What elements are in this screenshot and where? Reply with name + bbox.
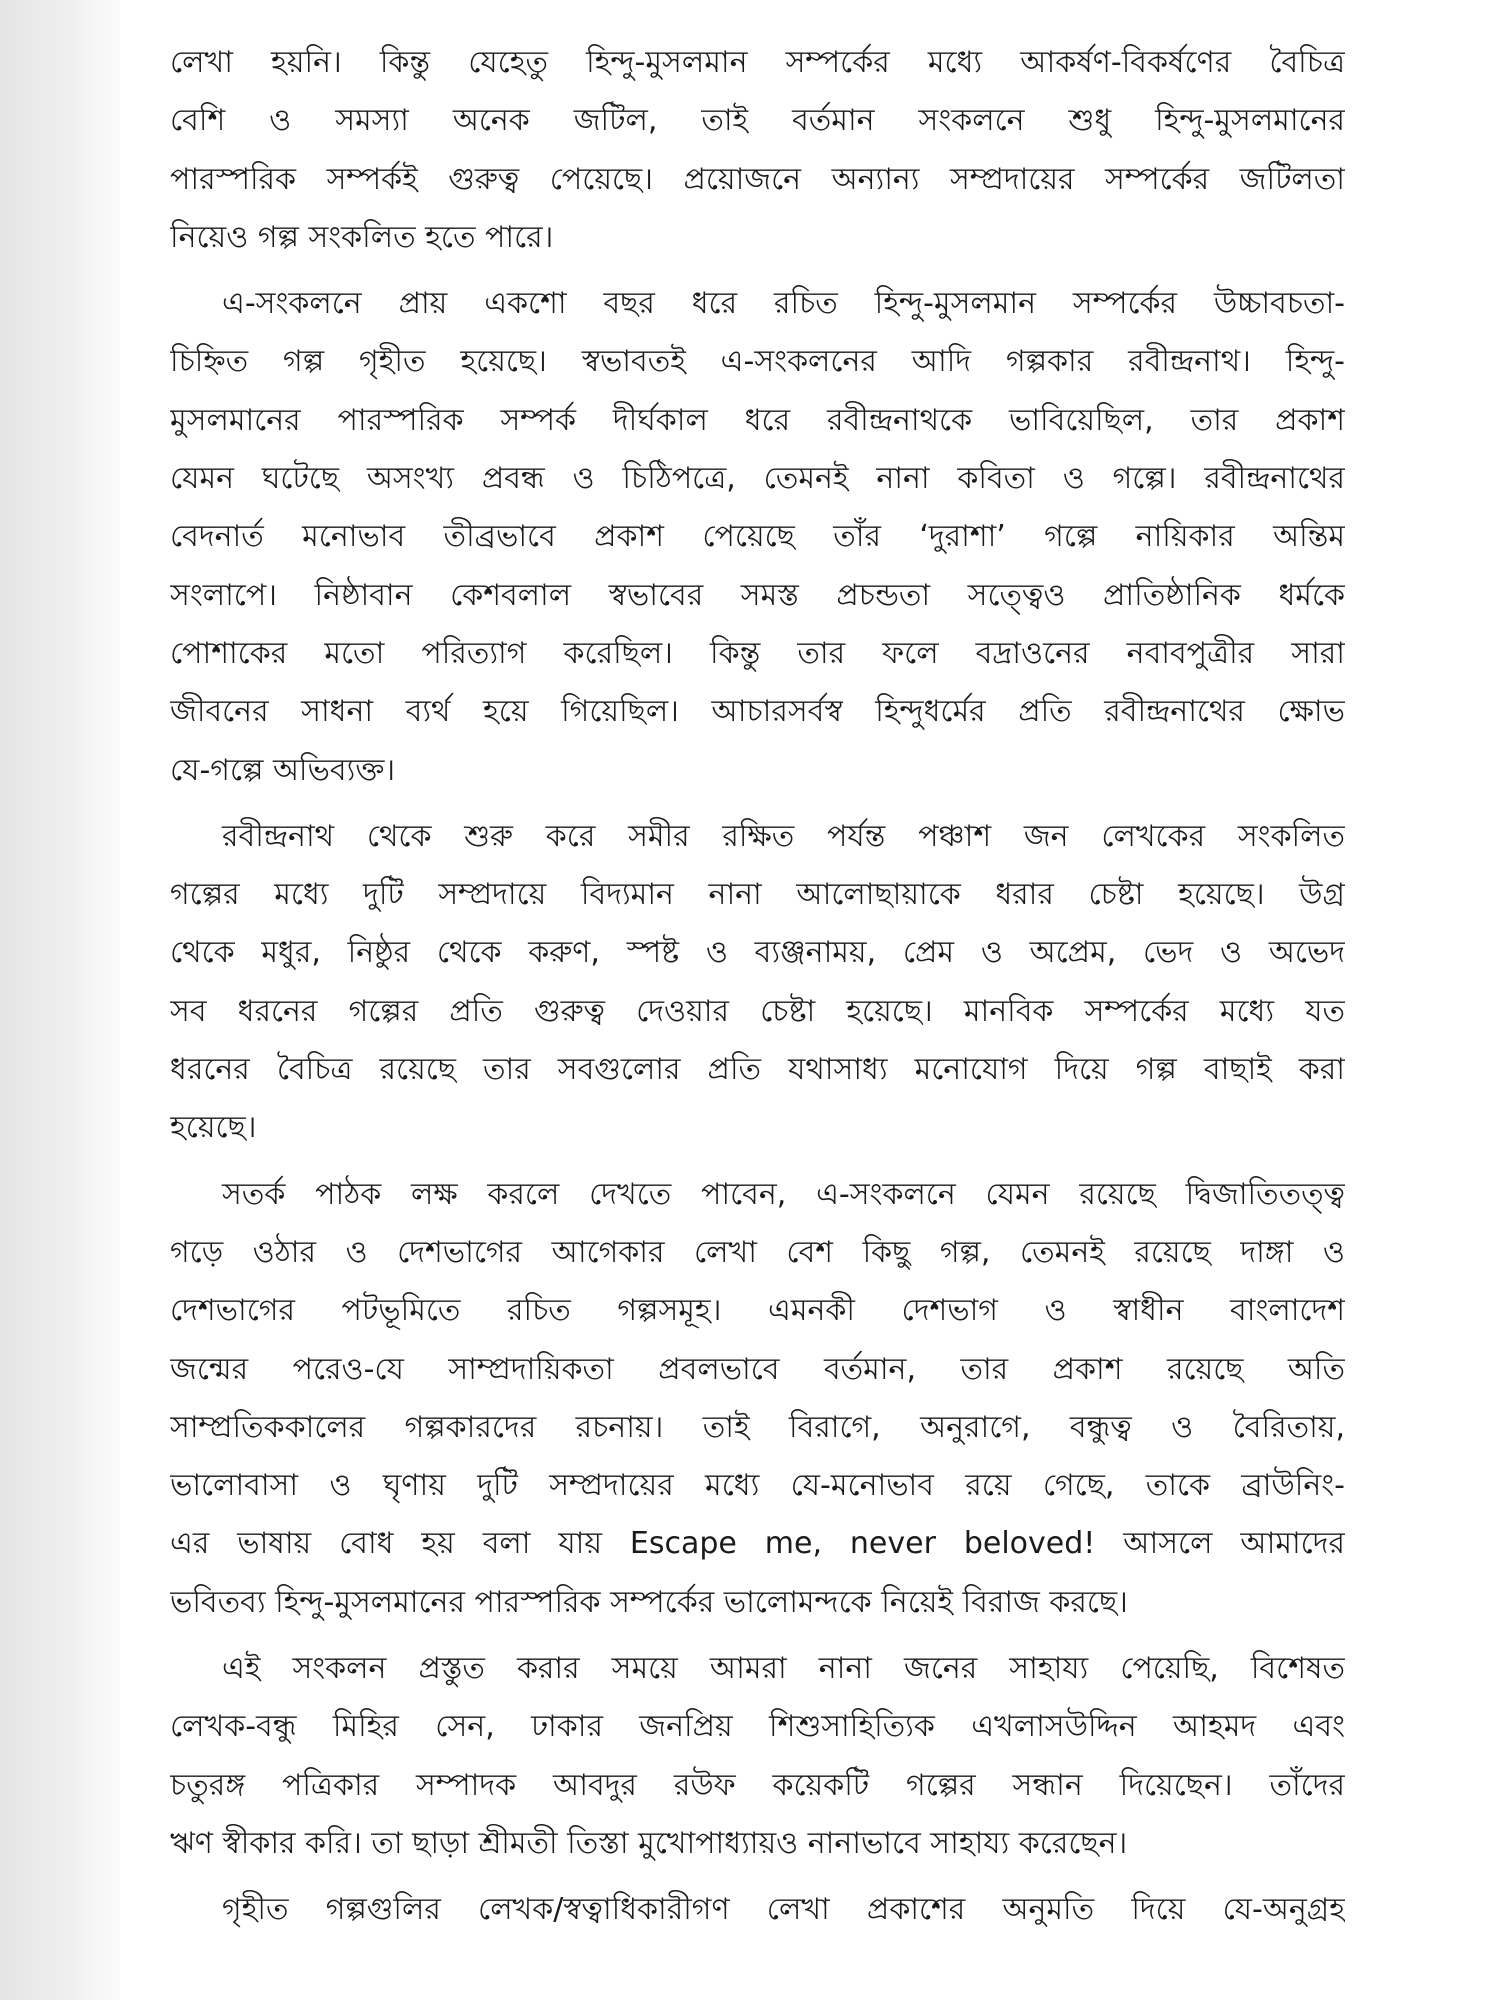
text-line: বেদনার্ত মনোভাব তীব্রভাবে প্রকাশ পেয়েছে তাঁর ‘দুরাশা’ গল্পে নায়িকার অন্তিম — [170, 519, 1345, 555]
book-page — [170, 0, 1345, 2000]
text-line: থেকে মধুর, নিষ্ঠুর থেকে করুণ, স্পষ্ট ও ব্যঞ্জনাময়, প্রেম ও অপ্রেম, ভেদ ও অভেদ — [170, 935, 1345, 971]
paragraph-4 — [170, 1166, 1345, 1632]
text-line: সতর্ক পাঠক লক্ষ করলে দেখতে পাবেন, এ-সংকলনে যেমন রয়েছে দ্বিজাতিতত্ত্ব — [222, 1176, 1345, 1212]
text-line: জন্মের পরেও-যে সাম্প্রদায়িকতা প্রবলভাবে বর্তমান, তার প্রকাশ রয়েছে অতি — [170, 1351, 1345, 1387]
text-line: চতুরঙ্গ পত্রিকার সম্পাদক আবদুর রউফ কয়েকটি গল্পের সন্ধান দিয়েছেন। তাঁদের — [170, 1767, 1345, 1803]
text-line: লেখক-বন্ধু মিহির সেন, ঢাকার জনপ্রিয় শিশুসাহিত্যিক এখলাসউদ্দিন আহমদ এবং — [170, 1709, 1345, 1745]
text-line: মুসলমানের পারস্পরিক সম্পর্ক দীর্ঘকাল ধরে রবীন্দ্রনাথকে ভাবিয়েছিল, তার প্রকাশ — [170, 402, 1345, 438]
text-line: চিহ্নিত গল্প গৃহীত হয়েছে। স্বভাবতই এ-সংকলনের আদি গল্পকার রবীন্দ্রনাথ। হিন্দু- — [170, 344, 1345, 380]
text-line: ভালোবাসা ও ঘৃণায় দুটি সম্প্রদায়ের মধ্যে যে-মনোভাব রয়ে গেছে, তাকে ব্রাউনিং- — [170, 1468, 1345, 1504]
text-line: সংলাপে। নিষ্ঠাবান কেশবলাল স্বভাবের সমস্ত প্রচন্ডতা সত্ত্বেও প্রাতিষ্ঠানিক ধর্মকে — [170, 577, 1345, 613]
text-line: বেশি ও সমস্যা অনেক জটিল, তাই বর্তমান সংকলনে শুধু হিন্দু-মুসলমানের — [170, 103, 1345, 139]
paragraph-3 — [170, 808, 1345, 1158]
page-gutter-shadow — [0, 0, 120, 2000]
text-line: যেমন ঘটেছে অসংখ্য প্রবন্ধ ও চিঠিপত্রে, তেমনই নানা কবিতা ও গল্পে। রবীন্দ্রনাথের — [170, 461, 1345, 497]
text-line: লেখা হয়নি। কিন্তু যেহেতু হিন্দু-মুসলমান সম্পর্কের মধ্যে আকর্ষণ-বিকর্ষণের বৈচিত্র — [170, 45, 1345, 80]
text-line: নিয়েও গল্প সংকলিত হতে পারে। — [170, 219, 554, 255]
text-line: যে-গল্পে অভিব্যক্ত। — [170, 752, 396, 788]
text-line: এই সংকলন প্রস্তুত করার সময়ে আমরা নানা জনের সাহায্য পেয়েছি, বিশেষত — [222, 1651, 1345, 1687]
text-line: এর ভাষায় বোধ হয় বলা যায় Escape me, never beloved! আসলে আমাদের — [170, 1526, 1345, 1562]
text-line: সব ধরনের গল্পের প্রতি গুরুত্ব দেওয়ার চেষ্টা হয়েছে। মানবিক সম্পর্কের মধ্যে যত — [170, 993, 1345, 1029]
text-line: ভবিতব্য হিন্দু-মুসলমানের পারস্পরিক সম্পর্কের ভালোমন্দকে নিয়েই বিরাজ করছে। — [170, 1584, 1128, 1620]
text-line: পোশাকের মতো পরিত্যাগ করেছিল। কিন্তু তার ফলে বদ্রাওনের নবাবপুত্রীর সারা — [170, 635, 1345, 671]
text-line: পারস্পরিক সম্পর্কই গুরুত্ব পেয়েছে। প্রয়োজনে অন্যান্য সম্প্রদায়ের সম্পর্কের জটিলতা — [170, 161, 1345, 197]
text-line: ধরনের বৈচিত্র রয়েছে তার সবগুলোর প্রতি যথাসাধ্য মনোযোগ দিয়ে গল্প বাছাই করা — [170, 1052, 1345, 1088]
text-line: ঋণ স্বীকার করি। তা ছাড়া শ্রীমতী তিস্তা মুখোপাধ্যায়ও নানাভাবে সাহায্য করেছেন। — [170, 1825, 1128, 1861]
text-line: হয়েছে। — [170, 1110, 257, 1146]
text-line: এ-সংকলনে প্রায় একশো বছর ধরে রচিত হিন্দু-মুসলমান সম্পর্কের উচ্চাবচতা- — [222, 286, 1345, 322]
paragraph-6 — [170, 1881, 1345, 1939]
paragraph-1 — [170, 34, 1345, 267]
text-line: গল্পের মধ্যে দুটি সম্প্রদায়ে বিদ্যমান নানা আলোছায়াকে ধরার চেষ্টা হয়েছে। উগ্র — [170, 877, 1345, 913]
paragraph-5 — [170, 1640, 1345, 1873]
paragraph-2 — [170, 275, 1345, 800]
text-line: গৃহীত গল্পগুলির লেখক/স্বত্বাধিকারীগণ লেখা প্রকাশের অনুমতি দিয়ে যে-অনুগ্রহ — [222, 1892, 1345, 1928]
text-line: গড়ে ওঠার ও দেশভাগের আগেকার লেখা বেশ কিছু গল্প, তেমনই রয়েছে দাঙ্গা ও — [170, 1234, 1345, 1270]
text-line: সাম্প্রতিককালের গল্পকারদের রচনায়। তাই বিরাগে, অনুরাগে, বন্ধুত্ব ও বৈরিতায়, — [170, 1409, 1345, 1445]
text-line: জীবনের সাধনা ব্যর্থ হয়ে গিয়েছিল। আচারসর্বস্ব হিন্দুধর্মের প্রতি রবীন্দ্রনাথের ক্ষোভ — [170, 694, 1345, 730]
text-line: রবীন্দ্রনাথ থেকে শুরু করে সমীর রক্ষিত পর্যন্ত পঞ্চাশ জন লেখকের সংকলিত — [222, 818, 1345, 854]
text-line: দেশভাগের পটভূমিতে রচিত গল্পসমূহ। এমনকী দেশভাগ ও স্বাধীন বাংলাদেশ — [170, 1293, 1345, 1329]
